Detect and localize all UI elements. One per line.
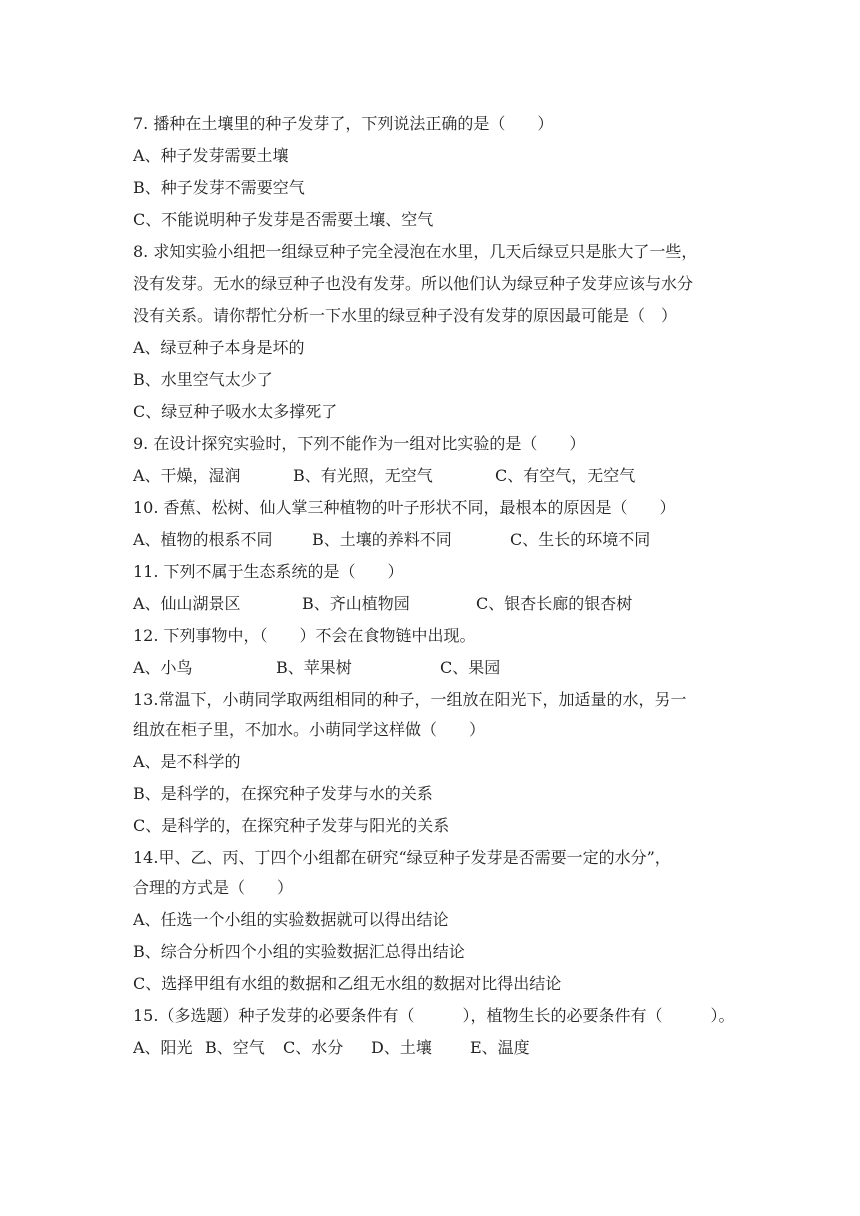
question-14-option-b: B、综合分析四个小组的实验数据汇总得出结论 [133, 942, 465, 961]
question-15-option-a: A、阳光 [133, 1038, 193, 1057]
question-11-option-c: C、银杏长廊的银杏树 [476, 594, 633, 613]
question-10-option-a: A、植物的根系不同 [133, 530, 273, 549]
question-9-stem: 9. 在设计探究实验时，下列不能作为一组对比实验的是（ ） [133, 434, 586, 453]
question-13-option-b: B、是科学的，在探究种子发芽与水的关系 [133, 784, 433, 803]
question-15-stem: 15.（多选题）种子发芽的必要条件有（ ），植物生长的必要条件有（ ）。 [133, 1006, 735, 1025]
question-7-option-b: B、种子发芽不需要空气 [133, 178, 305, 197]
question-9-options [133, 465, 753, 487]
question-15-options [133, 1037, 753, 1059]
question-8-stem-line-3: 没有关系。请你帮忙分析一下水里的绿豆种子没有发芽的原因最可能是（ ） [133, 306, 678, 325]
question-12-options [133, 657, 753, 679]
question-13-stem-line-1: 13.常温下，小萌同学取两组相同的种子，一组放在阳光下，加适量的水，另一 [133, 690, 687, 709]
question-15-option-c: C、水分 [283, 1038, 344, 1057]
question-13-option-a: A、是不科学的 [133, 752, 241, 771]
question-10-option-b: B、土壤的养料不同 [312, 530, 452, 549]
question-12-option-c: C、果园 [440, 658, 501, 677]
question-11-option-b: B、齐山植物园 [302, 594, 410, 613]
question-14-stem-line-2: 合理的方式是（ ） [133, 878, 294, 897]
question-9-option-a: A、干燥，湿润 [133, 466, 241, 485]
question-8-stem-line-2: 没有发芽。无水的绿豆种子也没有发芽。所以他们认为绿豆种子发芽应该与水分 [133, 274, 694, 293]
question-11-option-a: A、仙山湖景区 [133, 594, 241, 613]
question-10-option-c: C、生长的环境不同 [510, 530, 651, 549]
question-10-options [133, 529, 753, 551]
question-15-option-e: E、温度 [470, 1038, 530, 1057]
question-11-options [133, 593, 753, 615]
question-15-option-b: B、空气 [205, 1038, 265, 1057]
question-10-stem: 10. 香蕉、松树、仙人掌三种植物的叶子形状不同，最根本的原因是（ ） [133, 498, 676, 517]
question-9-option-b: B、有光照，无空气 [293, 466, 433, 485]
question-7-option-c: C、不能说明种子发芽是否需要土壤、空气 [133, 210, 434, 229]
question-14-stem-line-1: 14.甲、乙、丙、丁四个小组都在研究“绿豆种子发芽是否需要一定的水分”， [133, 848, 671, 867]
question-13-stem-line-2: 组放在柜子里，不加水。小萌同学这样做（ ） [133, 720, 486, 739]
question-7-stem: 7. 播种在土壤里的种子发芽了，下列说法正确的是（ ） [133, 114, 554, 133]
question-12-stem: 12. 下列事物中，（ ）不会在食物链中出现。 [133, 626, 476, 645]
question-8-option-a: A、绿豆种子本身是坏的 [133, 338, 305, 357]
question-12-option-b: B、苹果树 [276, 658, 352, 677]
question-7-option-a: A、种子发芽需要土壤 [133, 146, 289, 165]
question-8-stem-line-1: 8. 求知实验小组把一组绿豆种子完全浸泡在水里，几天后绿豆只是胀大了一些， [133, 242, 698, 261]
question-11-stem: 11. 下列不属于生态系统的是（ ） [133, 562, 404, 581]
question-8-option-b: B、水里空气太少了 [133, 370, 273, 389]
question-9-option-c: C、有空气，无空气 [495, 466, 636, 485]
question-8-option-c: C、绿豆种子吸水太多撑死了 [133, 402, 338, 421]
question-12-option-a: A、小鸟 [133, 658, 193, 677]
question-15-option-d: D、土壤 [371, 1038, 432, 1057]
question-13-option-c: C、是科学的，在探究种子发芽与阳光的关系 [133, 816, 450, 835]
question-14-option-c: C、选择甲组有水组的数据和乙组无水组的数据对比得出结论 [133, 974, 562, 993]
question-14-option-a: A、任选一个小组的实验数据就可以得出结论 [133, 910, 449, 929]
